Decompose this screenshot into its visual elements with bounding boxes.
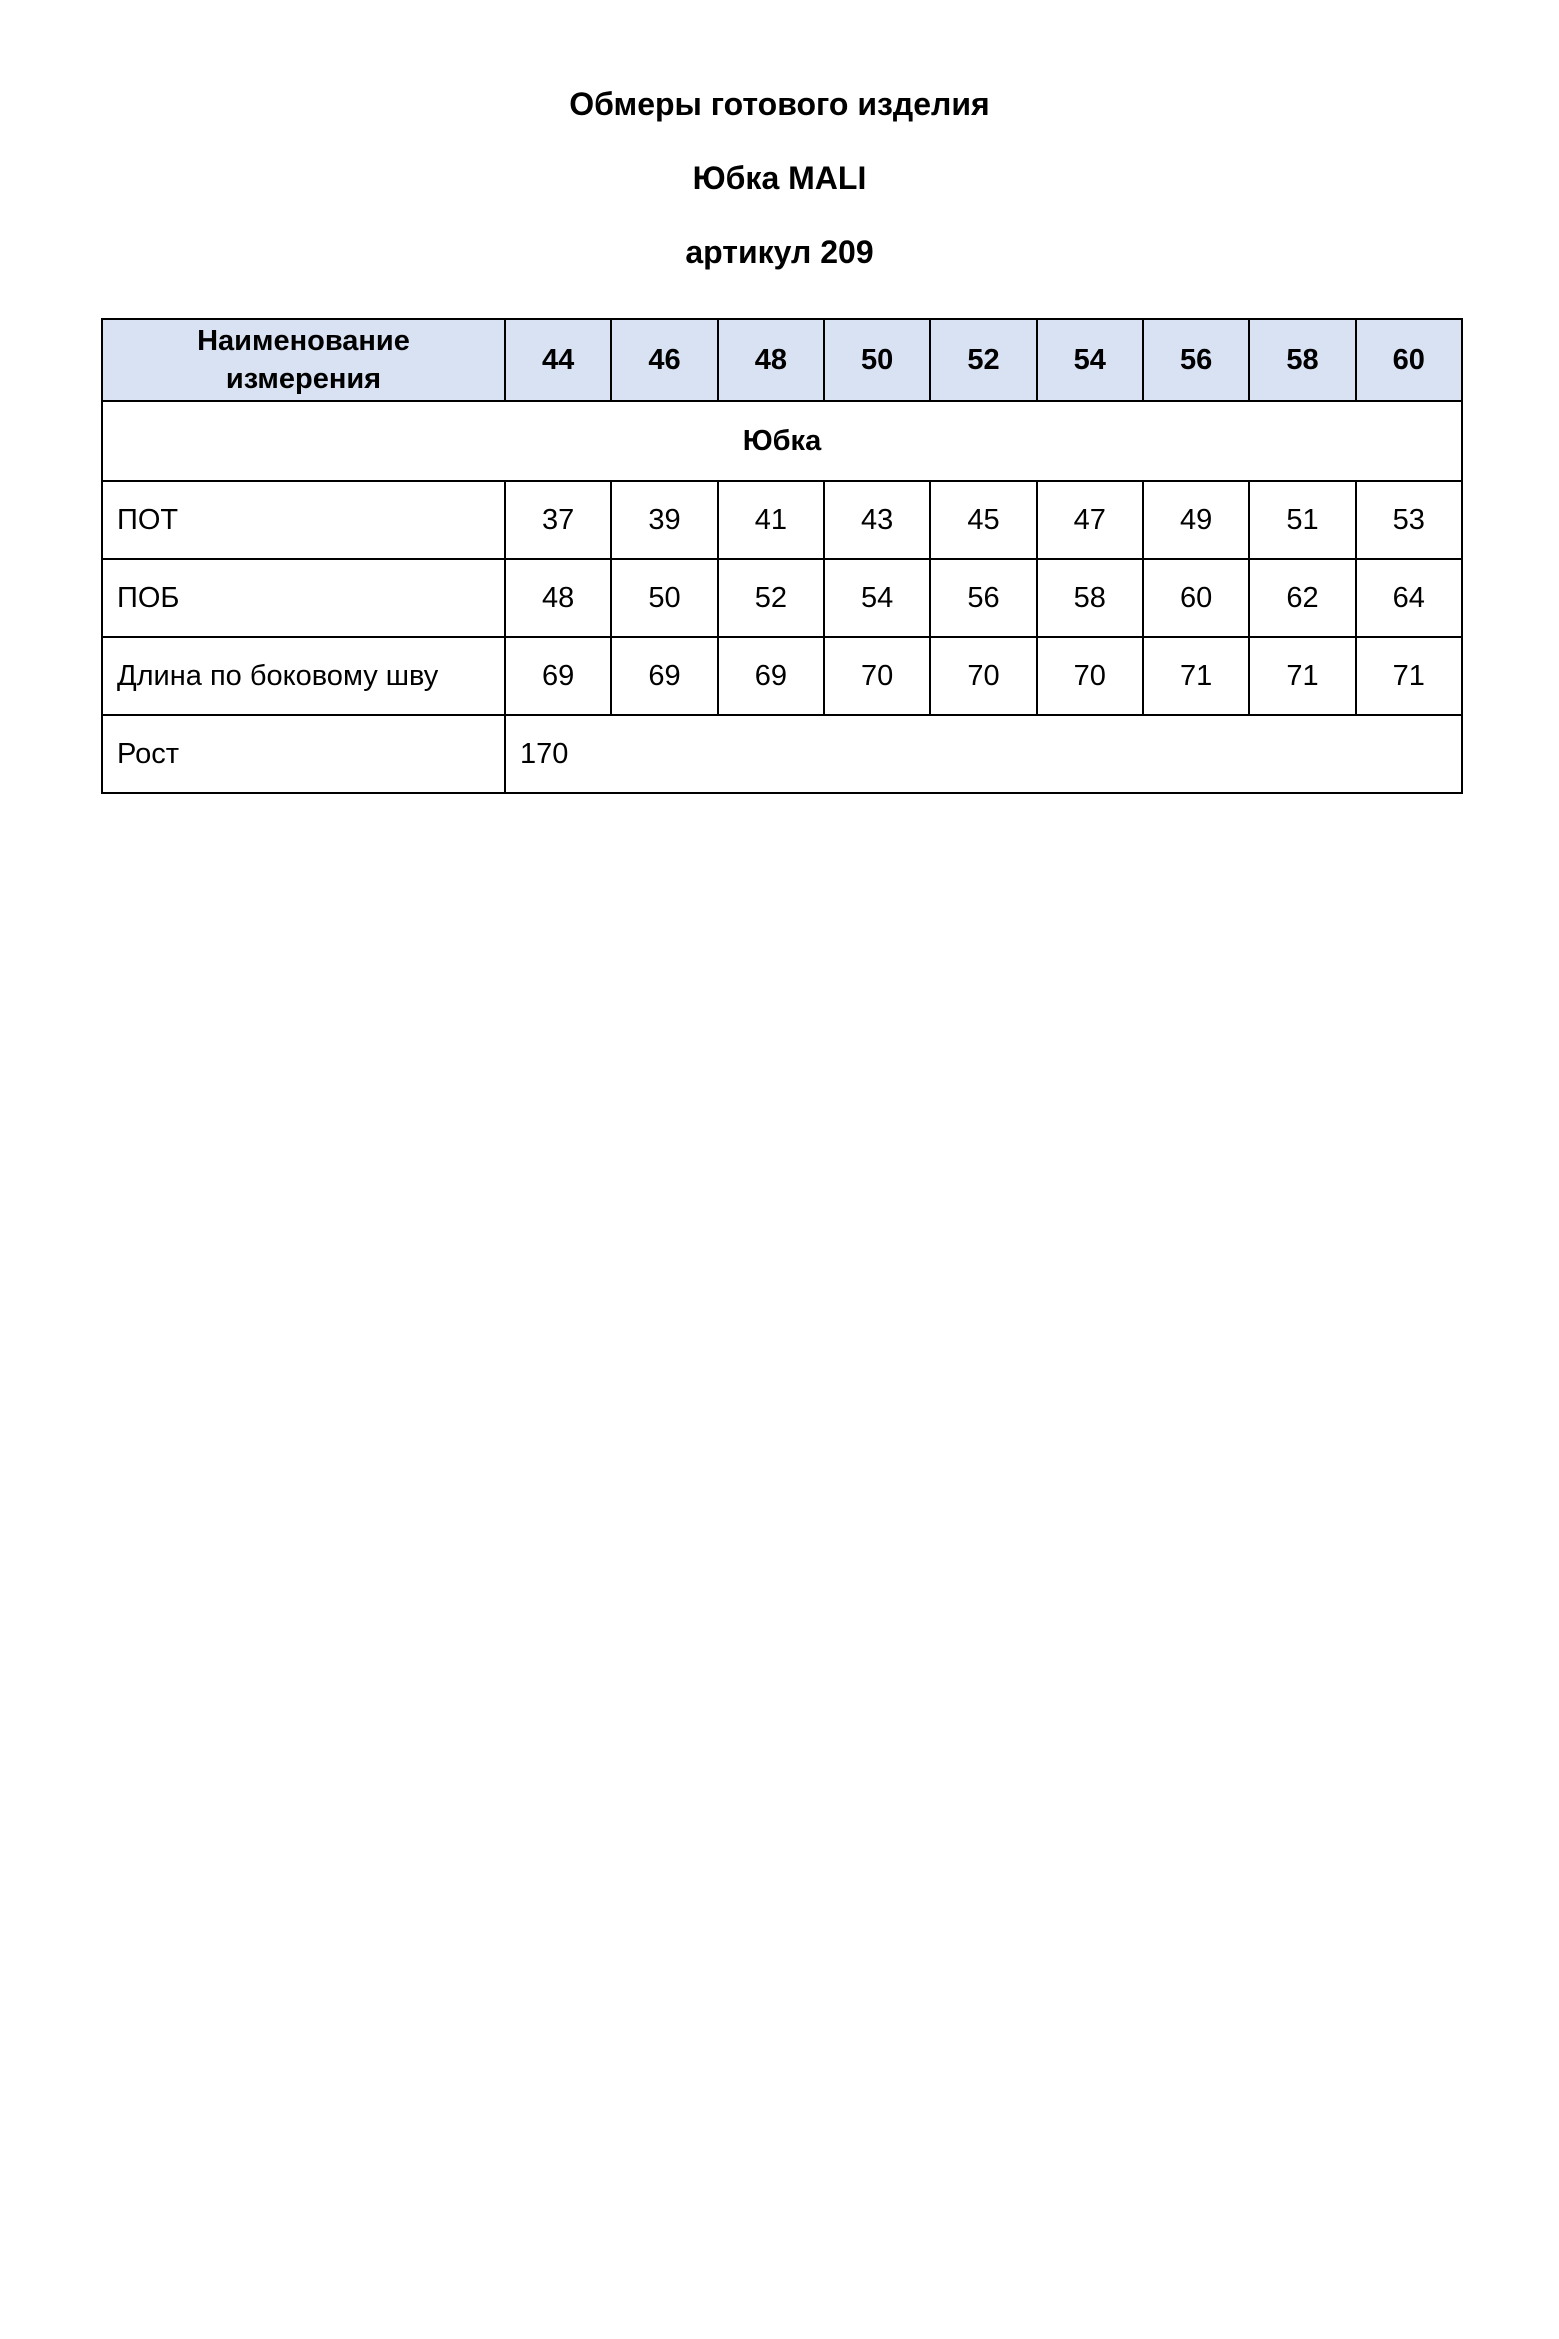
section-row xyxy=(102,401,1462,481)
measurement-name-header-line: Наименование xyxy=(197,325,410,357)
size-header: 54 xyxy=(1037,319,1143,401)
table-row xyxy=(102,637,1462,715)
size-header: 50 xyxy=(824,319,930,401)
table-cell: 54 xyxy=(824,559,930,637)
size-header: 44 xyxy=(505,319,611,401)
table-cell: 47 xyxy=(1037,481,1143,559)
table-cell: 71 xyxy=(1143,637,1249,715)
document-title: Обмеры готового изделия xyxy=(569,86,990,122)
table-cell: 71 xyxy=(1249,637,1355,715)
table-cell: 49 xyxy=(1143,481,1249,559)
size-header: 56 xyxy=(1143,319,1249,401)
measurement-name-header-line: измерения xyxy=(225,363,382,395)
table-cell: 56 xyxy=(930,559,1036,637)
table-cell: 45 xyxy=(930,481,1036,559)
height-value: 170 xyxy=(505,715,1462,793)
row-label: Рост xyxy=(102,715,505,793)
height-row xyxy=(102,715,1462,793)
measurements-table xyxy=(101,318,1463,794)
table-cell: 71 xyxy=(1356,637,1462,715)
measurement-name-header xyxy=(102,319,505,401)
table-cell: 41 xyxy=(718,481,824,559)
row-label: ПОБ xyxy=(102,559,505,637)
table-cell: 43 xyxy=(824,481,930,559)
table-cell: 60 xyxy=(1143,559,1249,637)
table-cell: 70 xyxy=(1037,637,1143,715)
table-cell: 58 xyxy=(1037,559,1143,637)
size-header: 46 xyxy=(611,319,717,401)
product-name: Юбка MALI xyxy=(692,160,867,196)
size-header: 52 xyxy=(930,319,1036,401)
table-cell: 39 xyxy=(611,481,717,559)
table-row xyxy=(102,559,1462,637)
table-cell: 51 xyxy=(1249,481,1355,559)
table-cell: 69 xyxy=(611,637,717,715)
table-cell: 50 xyxy=(611,559,717,637)
table-cell: 62 xyxy=(1249,559,1355,637)
table-cell: 53 xyxy=(1356,481,1462,559)
header-row xyxy=(102,319,1462,401)
table-cell: 69 xyxy=(505,637,611,715)
table-cell: 70 xyxy=(930,637,1036,715)
table-cell: 37 xyxy=(505,481,611,559)
size-header: 60 xyxy=(1356,319,1462,401)
row-label: ПОТ xyxy=(102,481,505,559)
section-title: Юбка xyxy=(102,401,1462,481)
size-header: 48 xyxy=(718,319,824,401)
article-number: артикул 209 xyxy=(685,234,874,270)
table-cell: 48 xyxy=(505,559,611,637)
size-header: 58 xyxy=(1249,319,1355,401)
row-label: Длина по боковому шву xyxy=(102,637,505,715)
table-cell: 52 xyxy=(718,559,824,637)
table-cell: 70 xyxy=(824,637,930,715)
table-cell: 69 xyxy=(718,637,824,715)
table-cell: 64 xyxy=(1356,559,1462,637)
table-row xyxy=(102,481,1462,559)
